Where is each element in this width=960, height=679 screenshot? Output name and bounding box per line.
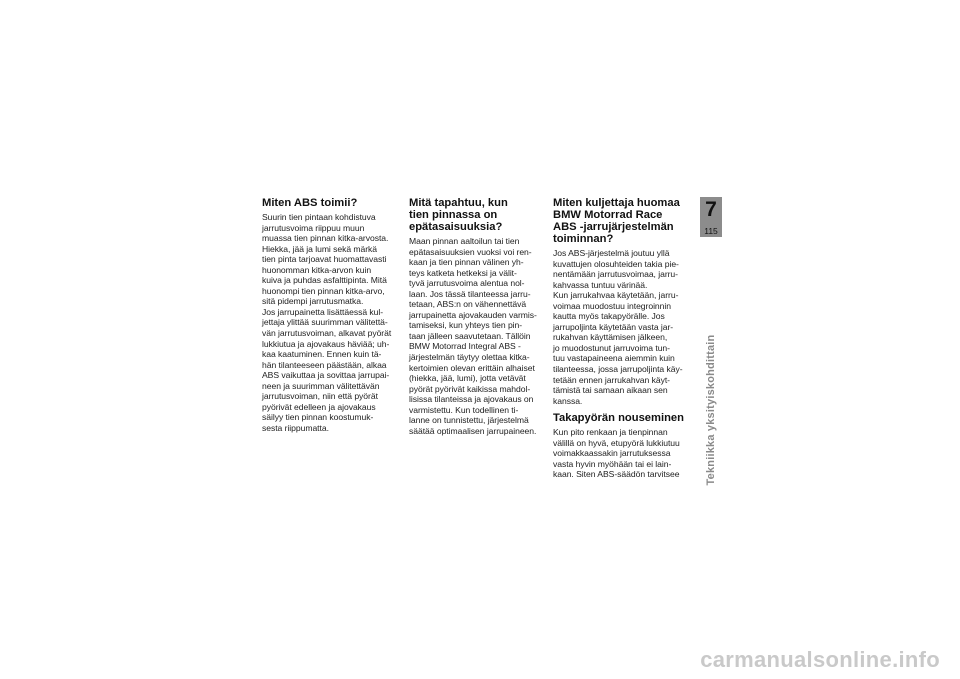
text-line: Suurin tien pintaan kohdistuva [262,212,376,222]
text-line: voimaa muodostuu integroinnin [553,300,671,311]
text-line: pyörivät edelleen ja ajovakaus [262,401,376,412]
text-line: ABS vaikuttaa ja sovittaa jarrupai- [262,370,390,381]
paragraph-rear-wheel-lift [553,427,695,480]
text-line: taan jälleen saavutetaan. Tällöin [409,330,531,341]
text-line: tuu vastapaineena aiemmin kuin [553,353,675,364]
text-line: muassa tien pinnan kitka-arvosta. [262,233,389,244]
chapter-side-title: Tekniikka yksityiskohdittain [705,334,717,486]
text-line: lisissa tilanteissa ja ajovakaus on [409,394,534,405]
text-line: tyvä jarrutusvoima alentua nol- [409,278,525,289]
text-line: jarrupainetta ajovakauden varmis- [409,309,537,320]
text-line: lanne on tunnistettu, järjestelmä [409,415,529,426]
column-3 [553,197,695,480]
column-2 [409,197,551,436]
text-line: tien pinta tarjoavat huomattavasti [262,254,387,265]
text-line: tetään ennen jarrukahvan käyt- [553,374,670,385]
text-line: Kun pito renkaan ja tienpinnan [553,427,668,438]
text-line: kaan ja tien pinnan välinen yh- [409,257,524,268]
text-line: sesta riippumatta. [262,422,329,433]
text-line: jarrutusvoima riippuu muun [262,222,365,233]
column-1 [262,197,404,433]
text-line: kaa kaatuminen. Ennen kuin tä- [262,349,382,360]
heading-line: toiminnan? [553,233,614,245]
text-line: säilyy tien pinnan koostumuk- [262,412,374,423]
text-line: jo muodostunut jarruvoima tun- [553,342,670,353]
heading-driver-notice [553,197,695,245]
text-line: vasta hyvin myöhään tai ei lain- [553,458,672,469]
heading-line: epätasaisuuksia? [409,221,503,233]
paragraph-driver-notice [553,248,695,406]
text-line: jarrutusvoiman, niin että pyörät [262,391,378,402]
heading-rear-wheel-lift: Takapyörän nouseminen [553,412,684,425]
heading-line: BMW Motorrad Race [553,209,663,221]
text-line: lukkiutua ja ajovakaus häviää; uh- [262,338,390,349]
text-line: kertoimien olevan erittäin alhaiset [409,362,535,373]
text-line: kanssa. [553,395,583,406]
text-line: (hiekka, jää, lumi), jotta vetävät [409,373,526,384]
text-line: järjestelmän täytyy olettaa kitka- [409,352,530,363]
text-line: hän tilanteeseen päästään, alkaa [262,359,387,370]
text-line: nentämään jarrutusvoimaa, jarru- [553,269,678,280]
text-line: kautta myös takapyörälle. Jos [553,311,665,322]
text-line: tämistä tai samaan aikaan sen [553,385,668,396]
heading-line: Miten kuljettaja huomaa [553,197,680,209]
text-line: jettaja ylittää suurimman välitettä- [262,317,388,328]
text-line: kaan. Siten ABS-säädön tarvitsee [553,469,680,480]
text-line: Maan pinnan aaltoilun tai tien [409,236,520,246]
text-line: säätää optimaalisen jarrupaineen. [409,425,537,436]
text-line: neen ja suurimman välitettävän [262,380,380,391]
text-line: huonompi tien pinnan kitka-arvo, [262,285,385,296]
text-line: BMW Motorrad Integral ABS - [409,341,521,352]
text-line: Kun jarrukahvaa käytetään, jarru- [553,290,679,301]
text-line: jarrupoljinta käytetään vasta jar- [553,321,674,332]
text-line: tilanteessa, jossa jarrupoljinta käy- [553,364,683,375]
chapter-number: 7 [705,198,717,221]
text-line: laan. Jos tässä tilanteessa jarru- [409,288,531,299]
page-number: 115 [704,226,718,236]
paragraph-road-unevenness [409,236,551,436]
text-line: pyörät pyörivät kaikissa mahdol- [409,383,531,394]
heading-road-unevenness [409,197,551,233]
text-line: teys katketa hetkeksi ja välit- [409,267,517,278]
text-line: epätasaisuuksien vuoksi voi ren- [409,246,532,257]
text-line: kahvassa tuntuu värinää. [553,279,648,290]
heading-line: ABS -jarrujärjestelmän [553,221,674,233]
text-line: Jos ABS-järjestelmä joutuu yllä [553,248,670,258]
text-line: rukahvan käyttämisen jälkeen, [553,332,668,343]
text-line: sitä pidempi jarrutusmatka. [262,296,364,307]
text-line: Jos jarrupainetta lisättäessä kul- [262,306,384,317]
text-line: kuvattujen olosuhteiden takia pie- [553,258,679,269]
text-line: välillä on hyvä, etupyörä lukkiutuu [553,437,680,448]
text-line: kuiva ja puhdas asfalttipinta. Mitä [262,275,387,286]
text-line: vän jarrutusvoiman, alkavat pyörät [262,328,392,339]
heading-how-abs-works: Miten ABS toimii? [262,197,358,209]
text-line: voimakkaassakin jarrutuksessa [553,448,671,459]
text-line: tamiseksi, kun yhteys tien pin- [409,320,523,331]
paragraph-how-abs-works [262,212,404,433]
text-line: huonomman kitka-arvon kuin [262,264,372,275]
text-line: varmistettu. Kun todellinen ti- [409,404,519,415]
heading-line: Mitä tapahtuu, kun [409,197,508,209]
watermark: carmanualsonline.info [700,647,940,672]
text-line: Hiekka, jää ja lumi sekä märkä [262,243,378,254]
heading-line: tien pinnassa on [409,209,498,221]
text-line: tetaan, ABS:n on vähennettävä [409,299,527,310]
